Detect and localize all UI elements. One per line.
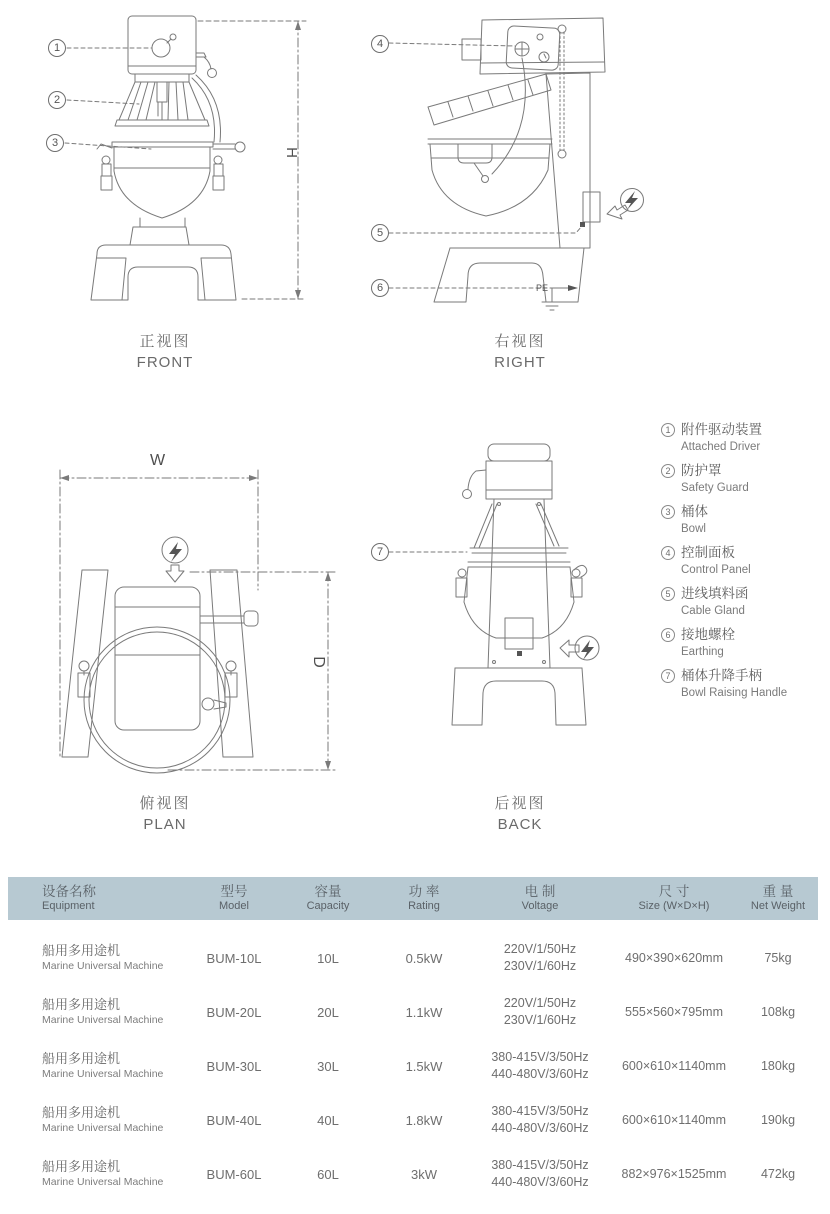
cell-weight: 108kg: [760, 1005, 796, 1019]
legend-en-3: Bowl: [681, 523, 706, 535]
front-label-cn: 正视图: [139, 333, 191, 350]
legend-num-3: 3: [661, 505, 675, 519]
cell-voltage: 380-415V/3/50Hz 440-480V/3/60Hz: [491, 1157, 589, 1189]
legend-item-2: [661, 462, 829, 496]
cell-equipment: 船用多用途机 Marine Universal Machine: [42, 1159, 164, 1188]
back-view-label: [445, 792, 595, 833]
callout-2: [48, 91, 66, 109]
dim-h-label: H: [282, 147, 300, 158]
callout-4-number: 4: [376, 37, 384, 50]
callout-6-number: 6: [376, 281, 384, 294]
cell-rating: 0.5kW: [405, 950, 443, 966]
cell-weight: 472kg: [760, 1167, 796, 1181]
cell-rating: 1.8kW: [405, 1112, 443, 1128]
cell-voltage: 220V/1/50Hz 230V/1/60Hz: [503, 995, 577, 1027]
legend-num-7: 7: [661, 669, 675, 683]
back-panel: [505, 618, 533, 656]
table-row: [8, 1147, 818, 1201]
parts-legend: [661, 421, 829, 708]
cell-model: BUM-10L: [206, 950, 262, 966]
power-inlet-icon-back: [560, 636, 599, 660]
legend-cn-5: 进线填料函: [681, 586, 749, 601]
power-inlet-icon-right: [607, 189, 644, 220]
back-safety-guard: [470, 504, 568, 553]
legend-en-7: Bowl Raising Handle: [681, 687, 788, 699]
legend-num-6: 6: [661, 628, 675, 642]
back-label-en: BACK: [497, 816, 543, 833]
plan-label-cn: 俯视图: [139, 795, 191, 812]
header-capacity: 容量 Capacity: [306, 883, 350, 912]
callout-5-number: 5: [376, 226, 384, 239]
front-view-drawing: [40, 8, 320, 308]
legend-en-6: Earthing: [681, 646, 724, 658]
legend-item-6: [661, 626, 829, 660]
plan-view-drawing: [40, 440, 360, 840]
legend-num-1: 1: [661, 423, 675, 437]
right-bowl: [428, 139, 552, 216]
legend-cn-3: 桶体: [681, 504, 708, 519]
legend-en-5: Cable Gland: [681, 605, 745, 617]
legend-cn-2: 防护罩: [681, 463, 722, 478]
cell-voltage: 380-415V/3/50Hz 440-480V/3/60Hz: [491, 1049, 589, 1081]
right-head: [462, 18, 605, 74]
header-weight: 重 量 Net Weight: [750, 883, 806, 912]
right-view-drawing: [370, 8, 670, 318]
callout-4: [371, 35, 389, 53]
callout-6: [371, 279, 389, 297]
legend-en-1: Attached Driver: [681, 441, 761, 453]
cell-equipment: 船用多用途机 Marine Universal Machine: [42, 997, 164, 1026]
front-safety-guard: [115, 75, 221, 142]
back-view-drawing: [370, 440, 680, 830]
legend-cn-6: 接地螺栓: [681, 627, 735, 642]
cell-equipment: 船用多用途机 Marine Universal Machine: [42, 943, 164, 972]
back-base: [452, 668, 586, 725]
cell-weight: 180kg: [760, 1059, 796, 1073]
legend-num-2: 2: [661, 464, 675, 478]
header-equipment: 设备名称 Equipment: [42, 883, 96, 912]
callout-3: [46, 134, 64, 152]
cell-size: 555×560×795mm: [625, 1005, 723, 1019]
header-rating: 功 率 Rating: [408, 883, 440, 912]
header-size: 尺 寸 Size (W×D×H): [638, 883, 710, 912]
legend-item-5: [661, 585, 829, 619]
cell-capacity: 60L: [317, 1166, 339, 1182]
callout-3-number: 3: [51, 136, 59, 149]
right-safety-guard: [428, 74, 551, 125]
cell-model: BUM-20L: [206, 1004, 262, 1020]
cell-equipment: 船用多用途机 Marine Universal Machine: [42, 1105, 164, 1134]
cell-capacity: 10L: [317, 950, 339, 966]
pe-label: PE: [536, 283, 549, 293]
spec-table-header: [8, 877, 818, 920]
legend-item-1: [661, 421, 829, 455]
right-label-en: RIGHT: [494, 354, 546, 371]
cell-capacity: 40L: [317, 1112, 339, 1128]
front-leader-lines: [65, 48, 152, 149]
front-head: [128, 16, 217, 82]
front-view-label: [90, 330, 240, 371]
legend-item-4: [661, 544, 829, 578]
right-view-label: [445, 330, 595, 371]
front-base: [91, 227, 236, 300]
table-row: [8, 985, 818, 1039]
callout-1: [48, 39, 66, 57]
table-row: [8, 931, 818, 985]
cell-model: BUM-30L: [206, 1058, 262, 1074]
cell-model: BUM-40L: [206, 1112, 262, 1128]
legend-num-5: 5: [661, 587, 675, 601]
legend-en-4: Control Panel: [681, 564, 751, 576]
callout-7-number: 7: [376, 545, 384, 558]
legend-num-4: 4: [661, 546, 675, 560]
legend-cn-4: 控制面板: [681, 545, 735, 560]
header-model: 型号 Model: [219, 883, 249, 912]
cell-weight: 190kg: [760, 1113, 796, 1127]
callout-1-number: 1: [53, 41, 61, 54]
cell-size: 600×610×1140mm: [621, 1113, 727, 1127]
header-voltage: 电 制 Voltage: [521, 883, 559, 912]
cell-size: 882×976×1525mm: [621, 1167, 727, 1181]
cell-size: 490×390×620mm: [625, 951, 723, 965]
plan-label-en: PLAN: [143, 816, 187, 833]
cell-weight: 75kg: [764, 951, 792, 965]
callout-2-number: 2: [53, 93, 61, 106]
power-inlet-icon-plan: [162, 537, 188, 582]
cell-voltage: 220V/1/50Hz 230V/1/60Hz: [503, 941, 577, 973]
spec-table: [8, 877, 818, 1201]
back-column: [488, 499, 550, 668]
right-base: [434, 248, 584, 302]
cell-rating: 1.1kW: [405, 1004, 443, 1020]
legend-cn-1: 附件驱动装置: [681, 422, 762, 437]
dim-d-label: D: [309, 656, 327, 668]
back-head: [463, 444, 553, 499]
plan-bowl: [78, 627, 237, 773]
legend-cn-7: 桶体升降手柄: [681, 668, 762, 683]
back-label-cn: 后视图: [494, 795, 546, 812]
front-label-en: FRONT: [136, 354, 194, 371]
cell-model: BUM-60L: [206, 1166, 262, 1182]
cell-size: 600×610×1140mm: [621, 1059, 727, 1073]
table-row: [8, 1093, 818, 1147]
legend-item-3: [661, 503, 829, 537]
callout-7: [371, 543, 389, 561]
plan-view-label: [90, 792, 240, 833]
right-label-cn: 右视图: [494, 333, 546, 350]
back-bowl: [456, 562, 587, 638]
cell-equipment: 船用多用途机 Marine Universal Machine: [42, 1051, 164, 1080]
cell-rating: 3kW: [411, 1166, 437, 1182]
cell-capacity: 20L: [317, 1004, 339, 1020]
table-row: [8, 1039, 818, 1093]
plan-head: [115, 587, 258, 730]
callout-5: [371, 224, 389, 242]
legend-en-2: Safety Guard: [681, 482, 749, 494]
cell-voltage: 380-415V/3/50Hz 440-480V/3/60Hz: [491, 1103, 589, 1135]
cell-rating: 1.5kW: [405, 1058, 443, 1074]
dim-w-label: W: [150, 452, 166, 469]
legend-item-7: [661, 667, 829, 701]
cell-capacity: 30L: [317, 1058, 339, 1074]
front-bowl: [97, 142, 245, 227]
